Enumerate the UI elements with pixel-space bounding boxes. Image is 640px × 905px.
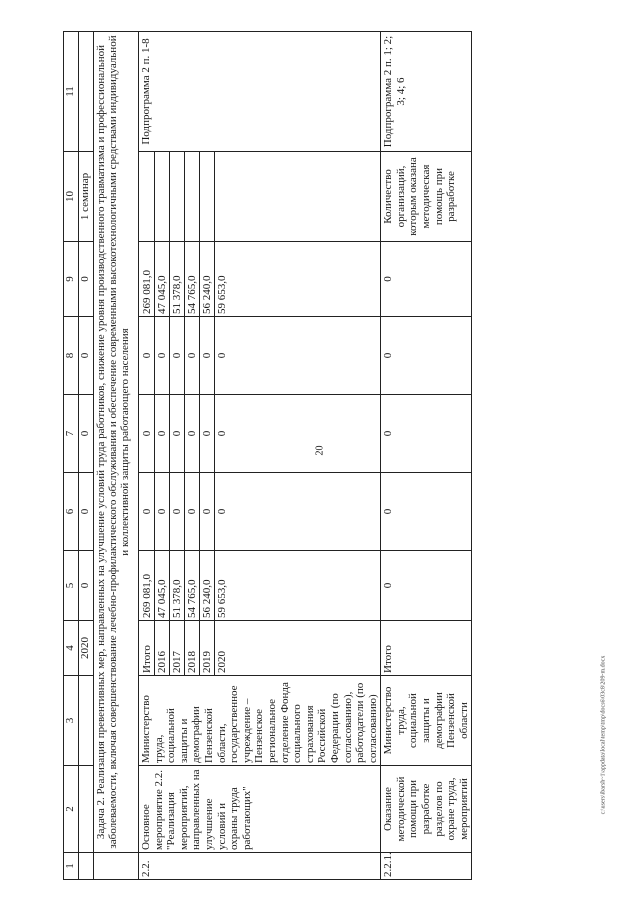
amount: 269 081,0 bbox=[140, 551, 155, 620]
year: 2018 bbox=[185, 621, 200, 675]
funding-cell-7 bbox=[139, 395, 381, 473]
year: Итого bbox=[140, 621, 155, 675]
amount: 0 bbox=[381, 317, 472, 395]
column-number: 6 bbox=[64, 473, 79, 551]
amount: 0 bbox=[155, 317, 170, 394]
amount: 47 045,0 bbox=[155, 551, 170, 620]
activity-name: Основное мероприятие 2.2. "Реализация мероприятий, направленных на улучшение условий и охраны труда работающих" bbox=[139, 766, 381, 853]
funding-cell-8 bbox=[139, 317, 381, 395]
column-number: 9 bbox=[64, 242, 79, 317]
amount: 0 bbox=[185, 395, 200, 472]
amount: 0 bbox=[155, 473, 170, 550]
amount: 0 bbox=[185, 473, 200, 550]
value-cell: 0 bbox=[79, 317, 94, 395]
indicator-cell bbox=[139, 152, 381, 242]
previous-row-tail bbox=[79, 32, 94, 880]
amount: 0 bbox=[155, 395, 170, 472]
amount: 51 378,0 bbox=[170, 551, 185, 620]
column-number: 4 bbox=[64, 621, 79, 676]
amount: 56 240,0 bbox=[200, 551, 215, 620]
amount: 0 bbox=[140, 395, 155, 472]
program-link: Подпрограмма 2 п. 1; 2; 3; 4; 6 bbox=[381, 32, 472, 152]
row-2-2 bbox=[139, 32, 381, 880]
column-number: 8 bbox=[64, 317, 79, 395]
column-number: 10 bbox=[64, 152, 79, 242]
column-number: 1 bbox=[64, 853, 79, 880]
amount: 47 045,0 bbox=[155, 242, 170, 316]
value-cell: 0 bbox=[79, 242, 94, 317]
amount: 0 bbox=[216, 352, 228, 359]
amount: 0 bbox=[140, 473, 155, 550]
value-cell: 0 bbox=[79, 395, 94, 473]
amount: 0 bbox=[381, 551, 472, 621]
row-2-2-1 bbox=[381, 32, 472, 880]
amount: 0 bbox=[185, 317, 200, 394]
amount: 0 bbox=[170, 395, 185, 472]
amount: 51 378,0 bbox=[170, 242, 185, 316]
amount: 54 765,0 bbox=[185, 551, 200, 620]
rotated-page bbox=[63, 32, 608, 880]
amount: 0 bbox=[200, 473, 215, 550]
years-cell bbox=[139, 621, 381, 676]
column-number: 3 bbox=[64, 676, 79, 766]
task-title: Задача 2. Реализация превентивных мер, направленных на улучшение условий труда работников, снижение уровня производственного травматизма и профессиональной заболеваемости, включая совершенствование лечебно-профилактического обслуживания и обеспечение современными высокотехнологичными средствами индивидуальной и коллективной защиты работающего населения bbox=[94, 32, 139, 853]
amount: 54 765,0 bbox=[185, 242, 200, 316]
amount: 0 bbox=[200, 395, 215, 472]
year: 2020 bbox=[216, 651, 228, 673]
program-table bbox=[63, 31, 472, 880]
indicator-cell: Количество организаций, которым оказана методическая помощь при разработке bbox=[381, 152, 472, 242]
file-path: c:\users\ibarsh~1\appdata\local\temp\tmp\docs6\03c8\209-m.docx bbox=[600, 655, 606, 815]
amount: 0 bbox=[140, 317, 155, 394]
amount: 56 240,0 bbox=[200, 242, 215, 316]
column-number: 2 bbox=[64, 766, 79, 853]
amount: 59 653,0 bbox=[216, 275, 228, 314]
amount: 0 bbox=[170, 473, 185, 550]
amount: 59 653,0 bbox=[216, 579, 228, 618]
amount: 0 bbox=[170, 317, 185, 394]
year-cell: 2020 bbox=[79, 621, 94, 676]
year: Итого bbox=[381, 621, 472, 676]
year: 2019 bbox=[200, 621, 215, 675]
amount: 0 bbox=[381, 473, 472, 551]
total-funding-cell bbox=[139, 551, 381, 621]
executor: Министерство труда, социальной защиты и демографии Пензенской области bbox=[381, 676, 472, 766]
year: 2016 bbox=[155, 621, 170, 675]
amount: 0 bbox=[216, 508, 228, 515]
task-row bbox=[94, 32, 139, 880]
rotated-content bbox=[63, 32, 608, 880]
row-number: 2.2. bbox=[139, 853, 381, 880]
funding-cell-6 bbox=[139, 473, 381, 551]
column-number: 5 bbox=[64, 551, 79, 621]
amount: 269 081,0 bbox=[140, 242, 155, 316]
amount: 0 bbox=[381, 395, 472, 473]
column-number: 7 bbox=[64, 395, 79, 473]
amount: 0 bbox=[216, 430, 228, 437]
executor: Министерство труда, социальной защиты и демографии Пензенской области, государственное учреждение – Пензенское региональное отделение Фонда социального страхования Российской Федерации (по согласованию), работодатели (по согласованию) bbox=[139, 676, 381, 766]
indicator-cell: 1 семинар bbox=[79, 152, 94, 242]
page-number: 20 bbox=[314, 445, 326, 455]
amount: 0 bbox=[200, 317, 215, 394]
funding-cell-9 bbox=[139, 242, 381, 317]
program-link: Подпрограмма 2 п. 1-8 bbox=[139, 32, 381, 152]
year: 2017 bbox=[170, 621, 185, 675]
value-cell: 0 bbox=[79, 473, 94, 551]
amount: 0 bbox=[381, 242, 472, 317]
activity-name: Оказание методической помощи при разработке разделов по охране труда, мероприятий bbox=[381, 766, 472, 853]
value-cell: 0 bbox=[79, 551, 94, 621]
row-number: 2.2.1. bbox=[381, 853, 472, 880]
column-number: 11 bbox=[64, 32, 79, 152]
column-numbers-row bbox=[64, 32, 79, 880]
